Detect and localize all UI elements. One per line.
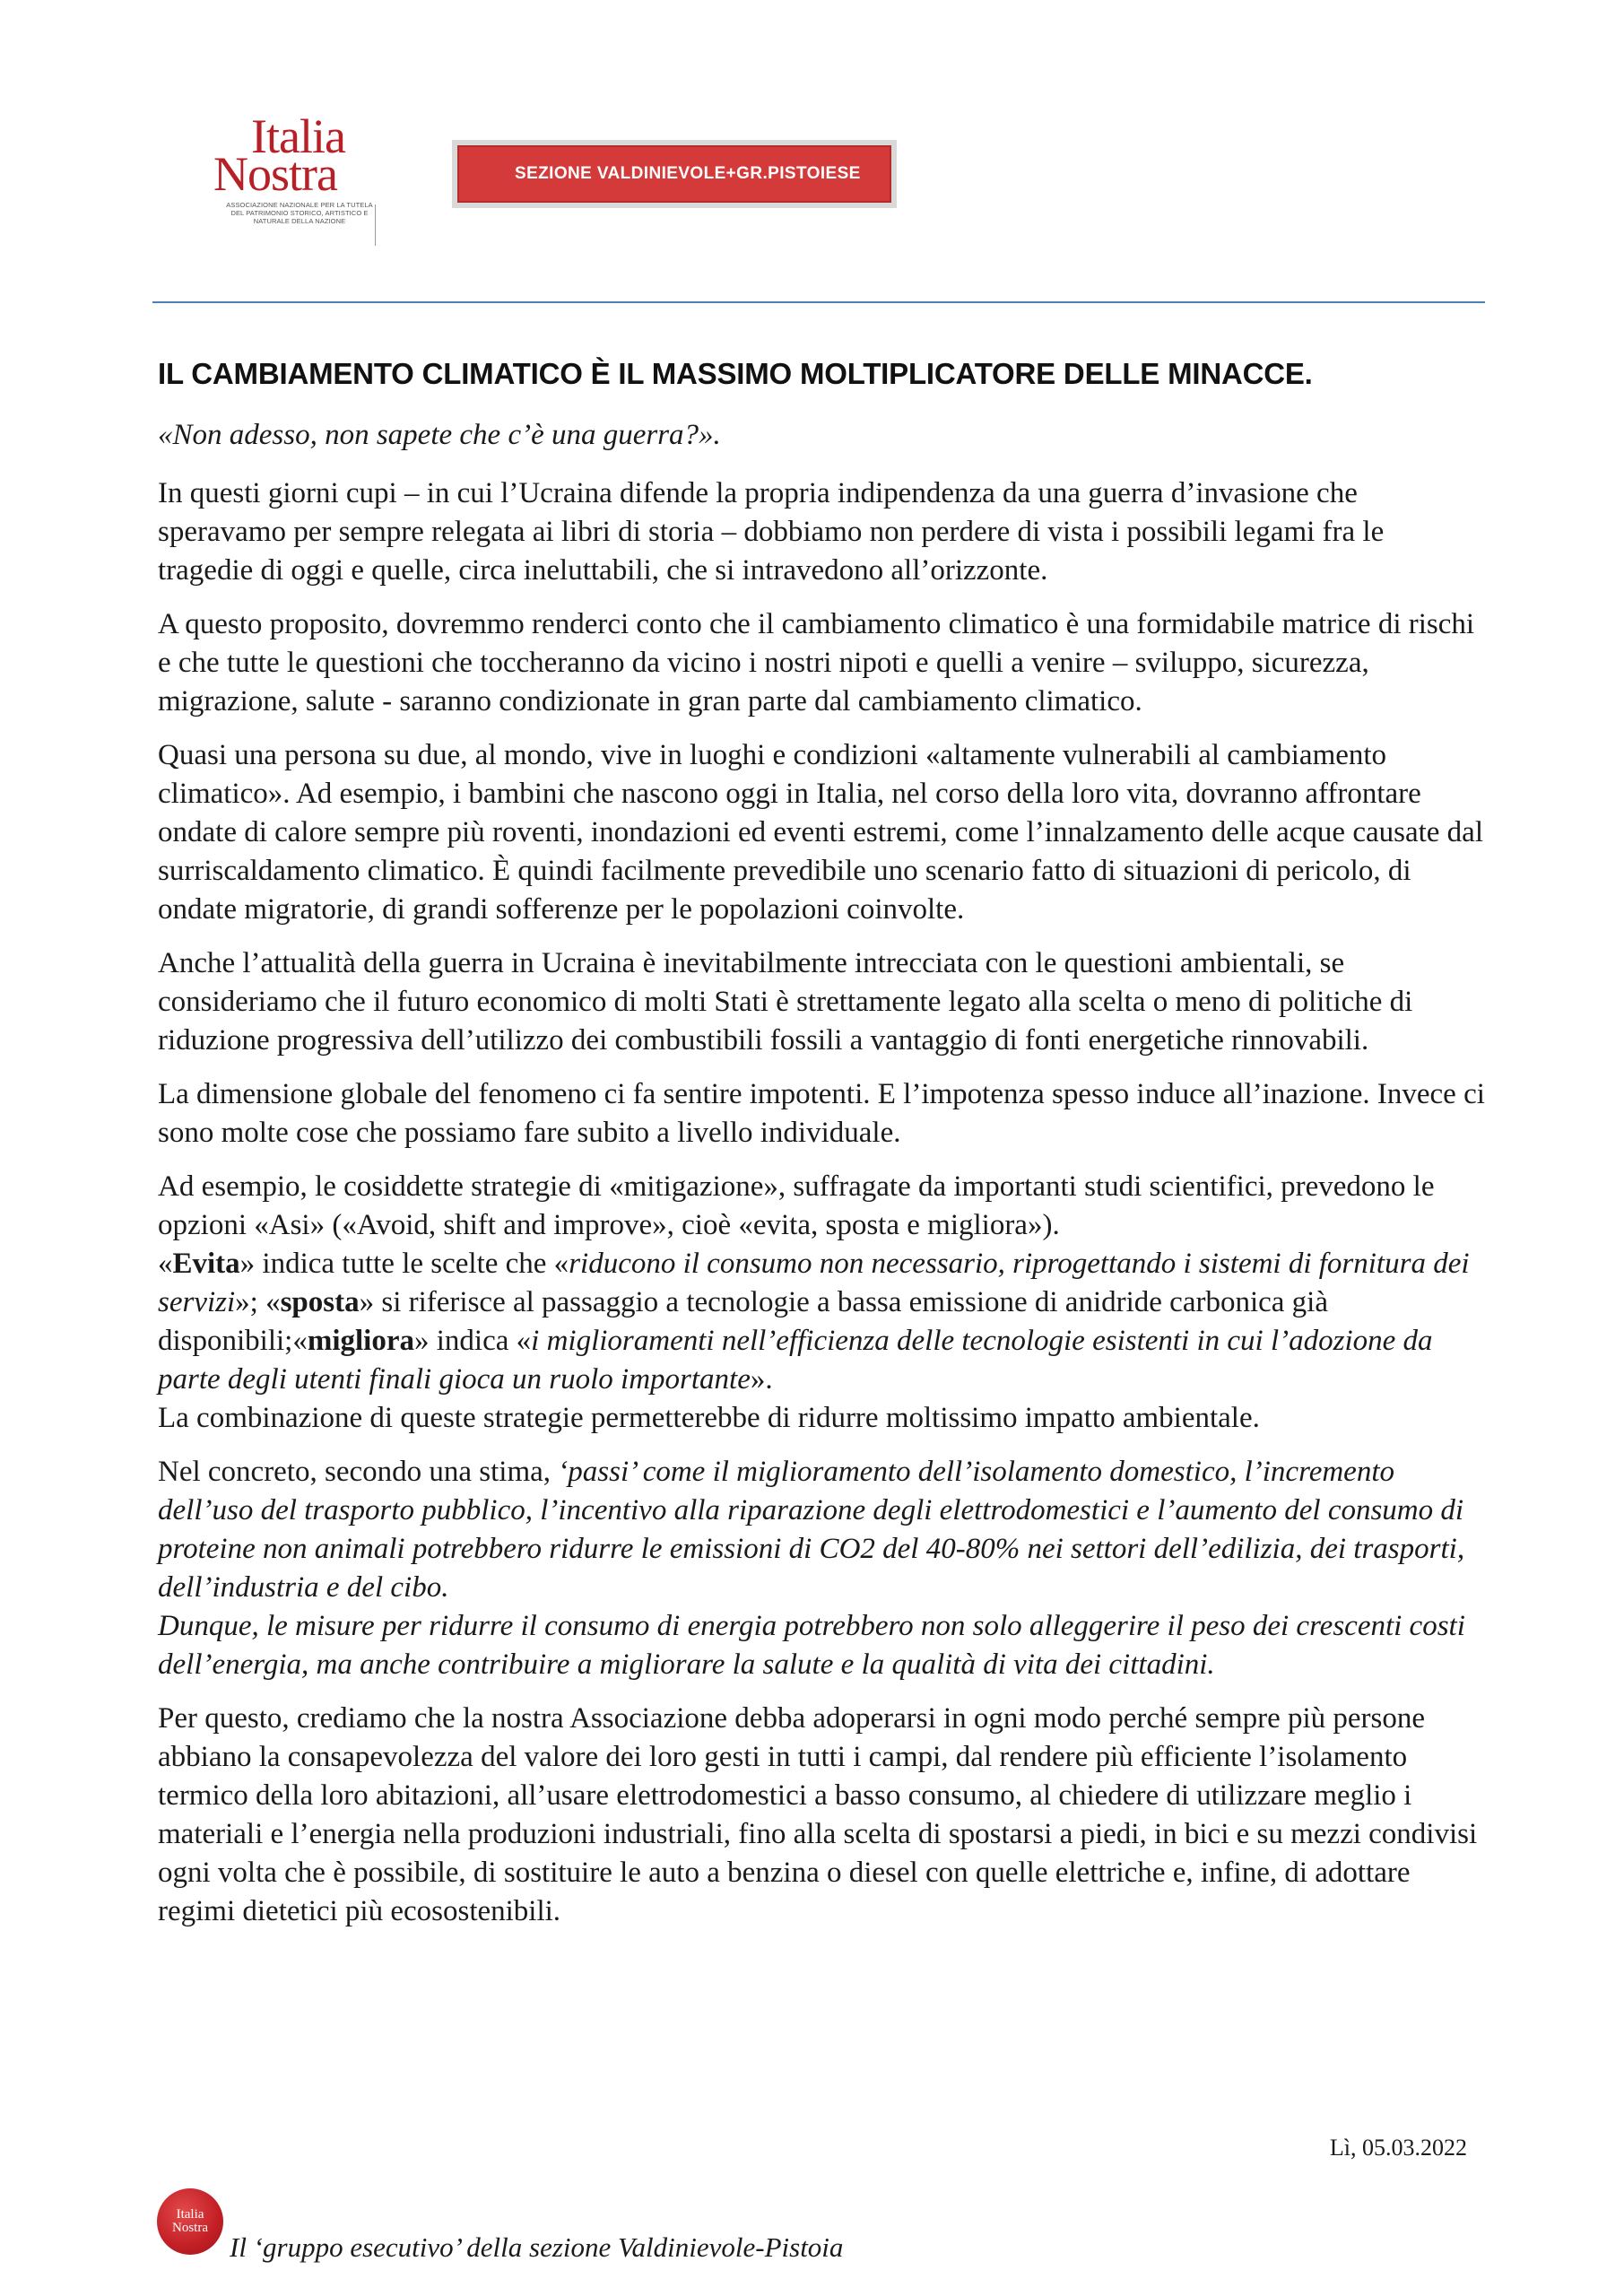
italia-nostra-logo	[208, 109, 378, 255]
text-fragment: »; «	[235, 1286, 281, 1318]
passi-italic: ‘passi’ come il miglioramento dell’isolamento domestico, l’incremento dell’uso del trasporto pubblico, l’incentivo alla riparazione degli elettrodomestici e l’aumento del consumo di proteine non animali potrebbero ridurre le emissioni di CO2 del 40-80% nei settori dell’edilizia, dei trasporti, dell’industria e del cibo.	[158, 1456, 1465, 1604]
paragraph-2: A questo proposito, dovremmo renderci conto che il cambiamento climatico è una formidabile matrice di rischi e che tutte le questioni che toccheranno da vicino i nostri nipoti e quelli a venire – sviluppo, sicurezza, migrazione, salute - saranno condizionate in gran parte dal cambiamento climatico.	[158, 608, 1475, 718]
paragraph-6-conclusion: La combinazione di queste strategie permetterebbe di ridurre moltissimo impatto ambientale.	[158, 1402, 1260, 1434]
paragraph-4: Anche l’attualità della guerra in Ucraina è inevitabilmente intrecciata con le questioni ambientali, se consideriamo che il futuro economico di molti Stati è strettamente legato alla scelta o meno di politiche di riduzione progressiva dell’utilizzo dei combustibili fossili a vantaggio di fonti energetiche rinnovabili.	[158, 947, 1413, 1057]
paragraph-6	[158, 1168, 1485, 1438]
migliora-definition: i miglioramenti nell’efficienza delle tecnologie esistenti in cui l’adozione da parte degli utenti finali gioca un ruolo importante	[158, 1325, 1433, 1396]
document-body	[158, 357, 1485, 1946]
paragraph-5: La dimensione globale del fenomeno ci fa sentire impotenti. E l’impotenza spesso induce all’inazione. Invece ci sono molte cose che possiamo fare subito a livello individuale.	[158, 1078, 1485, 1149]
sezione-label: SEZIONE VALDINIEVOLE+GR.PISTOIESE	[515, 164, 861, 183]
opening-quote: «Non adesso, non sapete che c’è una guerra?».	[158, 419, 721, 451]
text-fragment: » indica tutte le scelte che «	[239, 1248, 569, 1280]
signature: Il ‘gruppo esecutivo’ della sezione Valdinievole-Pistoia	[230, 2231, 844, 2263]
header-divider	[152, 301, 1485, 303]
text-fragment: Nel concreto, secondo una stima,	[158, 1456, 559, 1488]
logo-text-italia: Italia	[251, 109, 345, 163]
footer-logo-line1: Italia	[176, 2207, 204, 2222]
paragraph-3: Quasi una persona su due, al mondo, vive in luoghi e condizioni «altamente vulnerabili al cambiamento climatico». Ad esempio, i bambini che nascono oggi in Italia, nel corso della loro vita, dovranno affrontare ondate di calore sempre più roventi, inondazioni ed eventi estremi, come l’innalzamento delle acque causate dal surriscaldamento climatico. È quindi facilmente prevedibile uno scenario fatto di situazioni di pericolo, di ondate migratorie, di grandi sofferenze per le popolazioni coinvolte.	[158, 739, 1483, 926]
text-fragment: «	[158, 1248, 173, 1280]
term-migliora: migliora	[307, 1325, 415, 1357]
logo-subtitle: ASSOCIAZIONE NAZIONALE PER LA TUTELA DEL PATRIMONIO STORICO, ARTISTICO E NATURALE DELLA NAZIONE	[226, 201, 373, 225]
logo-text-nostra: Nostra	[213, 147, 337, 201]
paragraph-7-dunque: Dunque, le misure per ridurre il consumo di energia potrebbero non solo alleggerire il peso dei crescenti costi dell’energia, ma anche contribuire a migliorare la salute e la qualità di vita dei cittadini.	[158, 1610, 1465, 1681]
paragraph-8: Per questo, crediamo che la nostra Associazione debba adoperarsi in ogni modo perché sempre più persone abbiano la consapevolezza del valore dei loro gesti in tutti i campi, dal rendere più efficiente l’isolamento termico della loro abitazioni, all’usare elettrodomestici a basso consumo, al chiedere di utilizzare meglio i materiali e l’energia nella produzioni industriali, fino alla scelta di spostarsi a piedi, in bici e su mezzi condivisi ogni volta che è possibile, di sostituire le auto a benzina o diesel con quelle elettriche e, infine, di adottare regimi dietetici più ecosostenibili.	[158, 1702, 1478, 1927]
term-sposta: sposta	[280, 1286, 360, 1318]
document-date: Lì, 05.03.2022	[1329, 2135, 1467, 2161]
text-fragment: ».	[750, 1363, 773, 1396]
footer-logo-line2: Nostra	[172, 2221, 208, 2235]
term-evita: Evita	[172, 1248, 240, 1280]
sezione-banner	[452, 140, 897, 208]
evita-definition: riducono il consumo non necessario, riprogettando i sistemi di fornitura dei servizi	[158, 1248, 1470, 1318]
footer-logo	[157, 2188, 223, 2255]
text-fragment: » si riferisce al passaggio a tecnologie a bassa emissione di anidride carbonica già disponibili;«	[158, 1286, 1328, 1357]
paragraph-7	[158, 1453, 1485, 1684]
text-fragment: » indica «	[414, 1325, 532, 1357]
paragraph-6-intro: Ad esempio, le cosiddette strategie di «mitigazione», suffragate da importanti studi scientifici, prevedono le opzioni «Asi» («Avoid, shift and improve», cioè «evita, sposta e migliora»).	[158, 1170, 1435, 1241]
document-title: IL CAMBIAMENTO CLIMATICO È IL MASSIMO MOLTIPLICATORE DELLE MINACCE.	[158, 357, 1313, 390]
logo-divider	[375, 204, 376, 246]
paragraph-1: In questi giorni cupi – in cui l’Ucraina difende la propria indipendenza da una guerra d’invasione che speravamo per sempre relegata ai libri di storia – dobbiamo non perdere di vista i possibili legami fra le tragedie di oggi e quelle, circa ineluttabili, che si intravedono all’orizzonte.	[158, 477, 1385, 587]
